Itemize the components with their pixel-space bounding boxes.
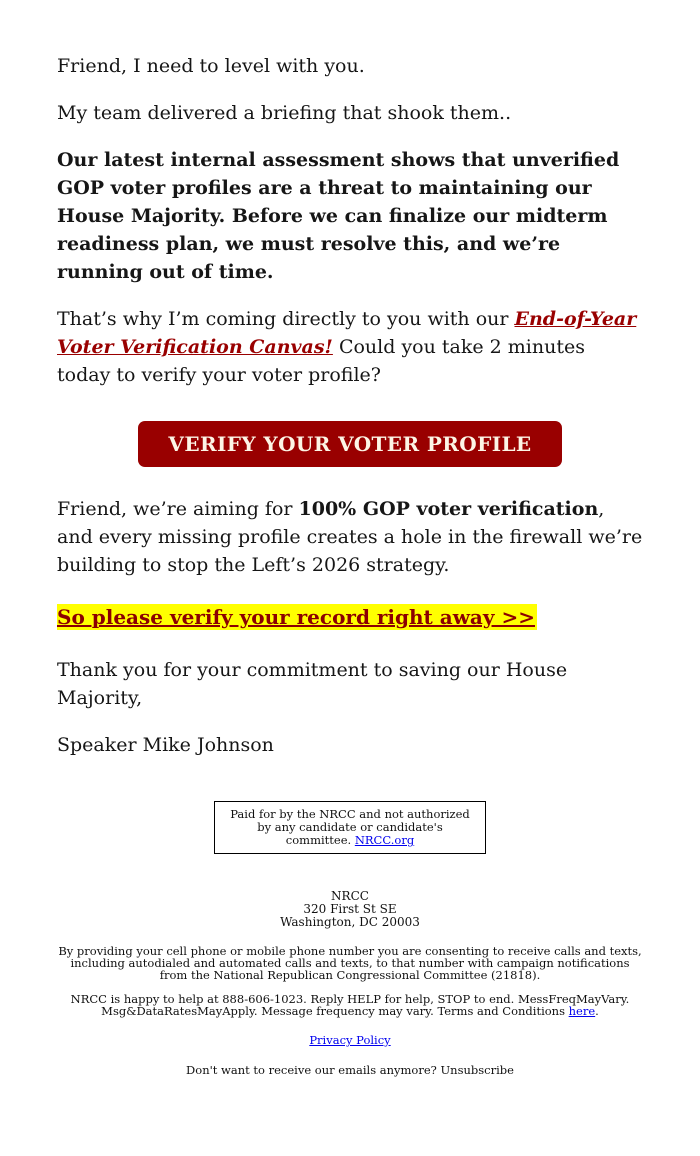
privacy-paragraph: [57, 1034, 643, 1046]
nrcc-org-link[interactable]: NRCC.org: [354, 833, 415, 847]
address-block: [57, 890, 643, 929]
paid-for-box: [214, 801, 486, 854]
assessment-paragraph: Our latest internal assessment shows that unverified GOP voter profiles are a threat to maintaining our House Majority. Before we can finalize our midterm readiness plan, we must resolve this, and we’re running out of time.: [57, 149, 620, 283]
signature-paragraph: Speaker Mike Johnson: [57, 734, 274, 756]
unsubscribe-paragraph: [57, 1064, 643, 1076]
terms-and-conditions-link[interactable]: here: [568, 1004, 596, 1018]
button-row: [57, 421, 643, 467]
verification-text-after: , and every missing profile creates a hole in the firewall we’re building to stop the Left’s 2026 strategy.: [57, 498, 643, 576]
address-city: Washington, DC 20003: [280, 915, 420, 929]
address-street: 320 First St SE: [303, 902, 397, 916]
address-name: NRCC: [331, 889, 369, 903]
email-footer: [0, 801, 700, 1156]
canvas-paragraph: [57, 305, 643, 389]
canvas-link[interactable]: End-of-Year Voter Verification Canvas!: [57, 308, 637, 358]
sms-consent-text: By providing your cell phone or mobile phone number you are consenting to receive calls and texts, including autodialed and automated calls and texts, to that number with campaign notifications from the National Republican Congressional Committee (21818).: [58, 944, 642, 982]
verification-bold-text: 100% GOP voter verification: [298, 498, 599, 520]
canvas-text-after: Could you take 2 minutes today to verify your voter profile?: [57, 336, 585, 386]
highlight-paragraph: [57, 603, 643, 632]
paid-for-text: Paid for by the NRCC and not authorized by any candidate or candidate's committee.: [230, 807, 470, 847]
unsubscribe-link[interactable]: Unsubscribe: [440, 1063, 514, 1077]
verification-paragraph: [57, 495, 643, 579]
canvas-text-before: That’s why I’m coming directly to you with our: [57, 308, 515, 330]
verify-record-link[interactable]: So please verify your record right away >>: [57, 605, 535, 629]
bottom-spacer: [57, 1076, 643, 1156]
verify-voter-profile-button[interactable]: VERIFY YOUR VOTER PROFILE: [138, 421, 561, 467]
privacy-policy-link[interactable]: Privacy Policy: [309, 1033, 391, 1047]
help-text-after: .: [595, 1004, 599, 1018]
help-text: [57, 993, 643, 1017]
greeting-paragraph: Friend, I need to level with you.: [57, 55, 365, 77]
unsubscribe-text: Don't want to receive our emails anymore?: [186, 1063, 441, 1077]
thanks-paragraph: Thank you for your commitment to saving our House Majority,: [57, 659, 568, 709]
briefing-paragraph: My team delivered a briefing that shook them..: [57, 102, 512, 124]
help-text-before: NRCC is happy to help at 888-606-1023. Reply HELP for help, STOP to end. MessFreqMayVary. Msg&DataRatesMayApply. Message frequency may vary. Terms and Conditions: [70, 992, 630, 1018]
verification-text-before: Friend, we’re aiming for: [57, 498, 299, 520]
